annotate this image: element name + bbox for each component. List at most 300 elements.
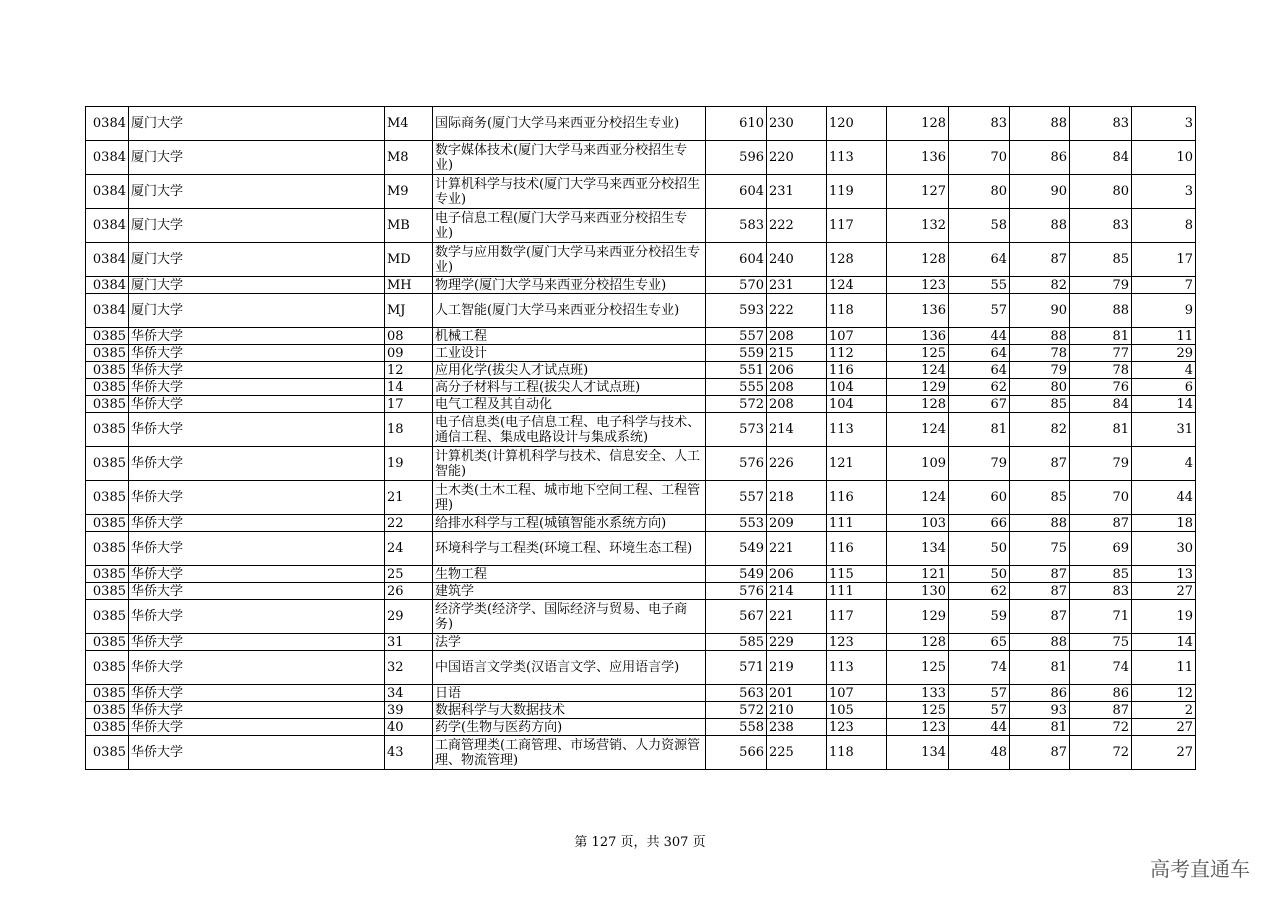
score-cell: 132 (887, 209, 949, 243)
score-cell: 58 (949, 209, 1010, 243)
score-cell: 79 (1070, 277, 1132, 294)
major-name-cell: 国际商务(厦门大学马来西亚分校招生专业) (433, 107, 706, 141)
score-cell: 121 (827, 447, 887, 481)
score-cell: 93 (1010, 702, 1070, 719)
score-cell: 113 (827, 651, 887, 685)
score-cell: 80 (949, 175, 1010, 209)
table-row (86, 736, 1196, 770)
table-row (86, 413, 1196, 447)
total-score-cell: 551 (706, 362, 767, 379)
rank-cell: 8 (1132, 209, 1196, 243)
total-score-cell: 604 (706, 243, 767, 277)
score-cell: 50 (949, 532, 1010, 566)
rank-cell: 27 (1132, 736, 1196, 770)
score-cell: 75 (1010, 532, 1070, 566)
score-cell: 67 (949, 396, 1010, 413)
total-score-cell: 572 (706, 396, 767, 413)
score-cell: 74 (1070, 651, 1132, 685)
score-cell: 81 (1070, 328, 1132, 345)
score-cell: 77 (1070, 345, 1132, 362)
total-score-cell: 555 (706, 379, 767, 396)
score-cell: 88 (1070, 294, 1132, 328)
score-cell: 231 (767, 277, 827, 294)
score-cell: 111 (827, 515, 887, 532)
score-cell: 81 (1010, 719, 1070, 736)
table-row (86, 294, 1196, 328)
major-name-cell: 机械工程 (433, 328, 706, 345)
score-cell: 81 (949, 413, 1010, 447)
rank-cell: 10 (1132, 141, 1196, 175)
rank-cell: 13 (1132, 566, 1196, 583)
score-cell: 82 (1010, 277, 1070, 294)
major-name-cell: 法学 (433, 634, 706, 651)
score-cell: 222 (767, 294, 827, 328)
total-score-cell: 557 (706, 328, 767, 345)
score-cell: 60 (949, 481, 1010, 515)
table-row (86, 702, 1196, 719)
score-cell: 87 (1010, 566, 1070, 583)
score-cell: 116 (827, 362, 887, 379)
score-cell: 83 (1070, 107, 1132, 141)
school-code-cell: 0385 (86, 583, 129, 600)
score-cell: 87 (1010, 583, 1070, 600)
rank-cell: 30 (1132, 532, 1196, 566)
score-cell: 64 (949, 362, 1010, 379)
score-cell: 104 (827, 379, 887, 396)
score-cell: 44 (949, 328, 1010, 345)
table-body (86, 107, 1196, 770)
score-cell: 124 (887, 362, 949, 379)
score-cell: 125 (887, 702, 949, 719)
major-code-cell: 12 (385, 362, 433, 379)
rank-cell: 14 (1132, 396, 1196, 413)
school-code-cell: 0385 (86, 328, 129, 345)
school-name-cell: 华侨大学 (129, 651, 385, 685)
score-cell: 85 (1070, 566, 1132, 583)
score-cell: 78 (1010, 345, 1070, 362)
score-cell: 87 (1010, 447, 1070, 481)
major-code-cell: MD (385, 243, 433, 277)
score-cell: 87 (1010, 736, 1070, 770)
score-cell: 79 (1070, 447, 1132, 481)
major-code-cell: 25 (385, 566, 433, 583)
major-name-cell: 计算机类(计算机科学与技术、信息安全、人工智能) (433, 447, 706, 481)
score-cell: 221 (767, 532, 827, 566)
score-cell: 238 (767, 719, 827, 736)
total-score-cell: 559 (706, 345, 767, 362)
major-code-cell: MH (385, 277, 433, 294)
rank-cell: 18 (1132, 515, 1196, 532)
score-cell: 208 (767, 379, 827, 396)
score-cell: 57 (949, 685, 1010, 702)
total-score-cell: 585 (706, 634, 767, 651)
school-name-cell: 厦门大学 (129, 107, 385, 141)
school-code-cell: 0385 (86, 447, 129, 481)
score-cell: 76 (1070, 379, 1132, 396)
rank-cell: 11 (1132, 328, 1196, 345)
school-name-cell: 厦门大学 (129, 294, 385, 328)
school-code-cell: 0385 (86, 396, 129, 413)
score-cell: 115 (827, 566, 887, 583)
table-row (86, 277, 1196, 294)
major-code-cell: 14 (385, 379, 433, 396)
rank-cell: 3 (1132, 175, 1196, 209)
rank-cell: 4 (1132, 447, 1196, 481)
school-name-cell: 华侨大学 (129, 379, 385, 396)
score-cell: 134 (887, 736, 949, 770)
rank-cell: 7 (1132, 277, 1196, 294)
total-score-cell: 549 (706, 532, 767, 566)
score-cell: 231 (767, 175, 827, 209)
rank-cell: 19 (1132, 600, 1196, 634)
score-cell: 69 (1070, 532, 1132, 566)
watermark-text: 高考直通车 (1150, 857, 1250, 881)
major-name-cell: 应用化学(拔尖人才试点班) (433, 362, 706, 379)
score-cell: 230 (767, 107, 827, 141)
major-code-cell: 21 (385, 481, 433, 515)
major-code-cell: 34 (385, 685, 433, 702)
score-cell: 124 (887, 481, 949, 515)
score-cell: 129 (887, 600, 949, 634)
school-code-cell: 0385 (86, 379, 129, 396)
table-row (86, 532, 1196, 566)
score-cell: 88 (1010, 634, 1070, 651)
table-row (86, 141, 1196, 175)
school-name-cell: 华侨大学 (129, 345, 385, 362)
rank-cell: 3 (1132, 107, 1196, 141)
table-row (86, 107, 1196, 141)
total-score-cell: 572 (706, 702, 767, 719)
major-name-cell: 经济学类(经济学、国际经济与贸易、电子商务) (433, 600, 706, 634)
score-cell: 72 (1070, 736, 1132, 770)
major-code-cell: M8 (385, 141, 433, 175)
score-cell: 70 (1070, 481, 1132, 515)
school-code-cell: 0385 (86, 532, 129, 566)
school-name-cell: 华侨大学 (129, 736, 385, 770)
major-code-cell: 08 (385, 328, 433, 345)
school-name-cell: 华侨大学 (129, 566, 385, 583)
score-cell: 55 (949, 277, 1010, 294)
major-name-cell: 中国语言文学类(汉语言文学、应用语言学) (433, 651, 706, 685)
school-code-cell: 0385 (86, 685, 129, 702)
school-name-cell: 厦门大学 (129, 243, 385, 277)
school-name-cell: 华侨大学 (129, 600, 385, 634)
score-cell: 81 (1070, 413, 1132, 447)
score-cell: 128 (887, 396, 949, 413)
score-cell: 88 (1010, 328, 1070, 345)
score-cell: 229 (767, 634, 827, 651)
score-cell: 121 (887, 566, 949, 583)
score-cell: 107 (827, 685, 887, 702)
total-score-cell: 566 (706, 736, 767, 770)
score-cell: 120 (827, 107, 887, 141)
score-cell: 125 (887, 651, 949, 685)
score-cell: 79 (1010, 362, 1070, 379)
major-code-cell: 24 (385, 532, 433, 566)
major-name-cell: 数据科学与大数据技术 (433, 702, 706, 719)
score-cell: 57 (949, 702, 1010, 719)
score-cell: 87 (1070, 515, 1132, 532)
school-name-cell: 华侨大学 (129, 396, 385, 413)
total-score-cell: 576 (706, 583, 767, 600)
score-cell: 86 (1070, 685, 1132, 702)
major-code-cell: 09 (385, 345, 433, 362)
score-cell: 113 (827, 413, 887, 447)
score-cell: 206 (767, 362, 827, 379)
school-code-cell: 0385 (86, 600, 129, 634)
total-score-cell: 553 (706, 515, 767, 532)
score-cell: 240 (767, 243, 827, 277)
score-cell: 75 (1070, 634, 1132, 651)
score-cell: 105 (827, 702, 887, 719)
table-row (86, 175, 1196, 209)
major-name-cell: 土木类(土木工程、城市地下空间工程、工程管理) (433, 481, 706, 515)
school-code-cell: 0385 (86, 362, 129, 379)
major-name-cell: 生物工程 (433, 566, 706, 583)
school-name-cell: 华侨大学 (129, 685, 385, 702)
major-name-cell: 电子信息工程(厦门大学马来西亚分校招生专业) (433, 209, 706, 243)
major-code-cell: M9 (385, 175, 433, 209)
table-row (86, 566, 1196, 583)
score-cell: 123 (827, 719, 887, 736)
major-code-cell: 43 (385, 736, 433, 770)
school-name-cell: 华侨大学 (129, 328, 385, 345)
total-score-cell: 583 (706, 209, 767, 243)
school-name-cell: 华侨大学 (129, 413, 385, 447)
score-cell: 208 (767, 396, 827, 413)
score-cell: 70 (949, 141, 1010, 175)
school-code-cell: 0384 (86, 107, 129, 141)
score-cell: 123 (827, 634, 887, 651)
major-name-cell: 计算机科学与技术(厦门大学马来西亚分校招生专业) (433, 175, 706, 209)
score-cell: 128 (887, 634, 949, 651)
score-cell: 90 (1010, 294, 1070, 328)
school-code-cell: 0384 (86, 209, 129, 243)
score-cell: 85 (1070, 243, 1132, 277)
score-cell: 107 (827, 328, 887, 345)
score-cell: 125 (887, 345, 949, 362)
school-name-cell: 厦门大学 (129, 141, 385, 175)
school-code-cell: 0385 (86, 515, 129, 532)
score-cell: 88 (1010, 515, 1070, 532)
major-code-cell: 18 (385, 413, 433, 447)
school-name-cell: 厦门大学 (129, 277, 385, 294)
score-cell: 124 (887, 413, 949, 447)
school-code-cell: 0385 (86, 719, 129, 736)
page-number: 第 127 页，共 307 页 (574, 835, 706, 850)
school-name-cell: 华侨大学 (129, 702, 385, 719)
score-cell: 123 (887, 719, 949, 736)
score-cell: 130 (887, 583, 949, 600)
table-row (86, 447, 1196, 481)
score-cell: 222 (767, 209, 827, 243)
rank-cell: 27 (1132, 719, 1196, 736)
score-cell: 116 (827, 532, 887, 566)
score-cell: 84 (1070, 141, 1132, 175)
major-name-cell: 电气工程及其自动化 (433, 396, 706, 413)
school-code-cell: 0385 (86, 651, 129, 685)
score-cell: 127 (887, 175, 949, 209)
major-code-cell: 31 (385, 634, 433, 651)
score-cell: 221 (767, 600, 827, 634)
score-cell: 84 (1070, 396, 1132, 413)
major-name-cell: 数学与应用数学(厦门大学马来西亚分校招生专业) (433, 243, 706, 277)
score-cell: 117 (827, 209, 887, 243)
major-code-cell: 29 (385, 600, 433, 634)
score-cell: 225 (767, 736, 827, 770)
table-row (86, 600, 1196, 634)
score-cell: 59 (949, 600, 1010, 634)
score-cell: 62 (949, 583, 1010, 600)
total-score-cell: 593 (706, 294, 767, 328)
total-score-cell: 567 (706, 600, 767, 634)
score-cell: 65 (949, 634, 1010, 651)
score-cell: 136 (887, 328, 949, 345)
major-code-cell: 39 (385, 702, 433, 719)
total-score-cell: 549 (706, 566, 767, 583)
table-row (86, 379, 1196, 396)
score-cell: 64 (949, 345, 1010, 362)
score-cell: 111 (827, 583, 887, 600)
score-cell: 133 (887, 685, 949, 702)
school-name-cell: 华侨大学 (129, 447, 385, 481)
total-score-cell: 558 (706, 719, 767, 736)
score-cell: 129 (887, 379, 949, 396)
score-cell: 88 (1010, 209, 1070, 243)
score-cell: 201 (767, 685, 827, 702)
total-score-cell: 596 (706, 141, 767, 175)
major-name-cell: 工业设计 (433, 345, 706, 362)
score-cell: 86 (1010, 685, 1070, 702)
table-row (86, 719, 1196, 736)
score-cell: 123 (887, 277, 949, 294)
score-cell: 214 (767, 583, 827, 600)
score-cell: 220 (767, 141, 827, 175)
score-cell: 124 (827, 277, 887, 294)
major-code-cell: 26 (385, 583, 433, 600)
table-row (86, 634, 1196, 651)
score-cell: 219 (767, 651, 827, 685)
school-name-cell: 华侨大学 (129, 362, 385, 379)
rank-cell: 12 (1132, 685, 1196, 702)
rank-cell: 4 (1132, 362, 1196, 379)
score-cell: 113 (827, 141, 887, 175)
score-cell: 57 (949, 294, 1010, 328)
score-cell: 214 (767, 413, 827, 447)
major-code-cell: MJ (385, 294, 433, 328)
total-score-cell: 563 (706, 685, 767, 702)
major-name-cell: 日语 (433, 685, 706, 702)
major-code-cell: 19 (385, 447, 433, 481)
school-code-cell: 0385 (86, 413, 129, 447)
rank-cell: 27 (1132, 583, 1196, 600)
major-code-cell: 32 (385, 651, 433, 685)
school-code-cell: 0385 (86, 702, 129, 719)
major-name-cell: 环境科学与工程类(环境工程、环境生态工程) (433, 532, 706, 566)
table-row (86, 583, 1196, 600)
total-score-cell: 570 (706, 277, 767, 294)
score-cell: 78 (1070, 362, 1132, 379)
total-score-cell: 573 (706, 413, 767, 447)
table-row (86, 685, 1196, 702)
rank-cell: 14 (1132, 634, 1196, 651)
school-code-cell: 0384 (86, 175, 129, 209)
score-cell: 48 (949, 736, 1010, 770)
table-row (86, 651, 1196, 685)
score-cell: 87 (1070, 702, 1132, 719)
table-row (86, 209, 1196, 243)
major-code-cell: 17 (385, 396, 433, 413)
score-cell: 85 (1010, 481, 1070, 515)
major-name-cell: 工商管理类(工商管理、市场营销、人力资源管理、物流管理) (433, 736, 706, 770)
rank-cell: 9 (1132, 294, 1196, 328)
major-name-cell: 数字媒体技术(厦门大学马来西亚分校招生专业) (433, 141, 706, 175)
total-score-cell: 557 (706, 481, 767, 515)
score-cell: 116 (827, 481, 887, 515)
score-cell: 62 (949, 379, 1010, 396)
school-code-cell: 0384 (86, 294, 129, 328)
school-name-cell: 华侨大学 (129, 583, 385, 600)
score-cell: 81 (1010, 651, 1070, 685)
rank-cell: 29 (1132, 345, 1196, 362)
score-cell: 215 (767, 345, 827, 362)
score-cell: 226 (767, 447, 827, 481)
score-cell: 90 (1010, 175, 1070, 209)
score-cell: 50 (949, 566, 1010, 583)
major-name-cell: 给排水科学与工程(城镇智能水系统方向) (433, 515, 706, 532)
admission-score-table (85, 106, 1196, 770)
score-cell: 87 (1010, 243, 1070, 277)
score-cell: 86 (1010, 141, 1070, 175)
score-cell: 128 (887, 243, 949, 277)
total-score-cell: 610 (706, 107, 767, 141)
rank-cell: 31 (1132, 413, 1196, 447)
school-code-cell: 0385 (86, 566, 129, 583)
table-row (86, 243, 1196, 277)
rank-cell: 11 (1132, 651, 1196, 685)
school-code-cell: 0385 (86, 634, 129, 651)
table-row (86, 396, 1196, 413)
total-score-cell: 571 (706, 651, 767, 685)
score-cell: 64 (949, 243, 1010, 277)
table-row (86, 515, 1196, 532)
score-cell: 128 (827, 243, 887, 277)
school-code-cell: 0385 (86, 736, 129, 770)
school-name-cell: 厦门大学 (129, 209, 385, 243)
score-cell: 112 (827, 345, 887, 362)
major-code-cell: MB (385, 209, 433, 243)
total-score-cell: 576 (706, 447, 767, 481)
score-cell: 209 (767, 515, 827, 532)
score-cell: 44 (949, 719, 1010, 736)
rank-cell: 6 (1132, 379, 1196, 396)
major-name-cell: 高分子材料与工程(拔尖人才试点班) (433, 379, 706, 396)
score-cell: 208 (767, 328, 827, 345)
table-row (86, 481, 1196, 515)
school-name-cell: 华侨大学 (129, 515, 385, 532)
rank-cell: 17 (1132, 243, 1196, 277)
major-name-cell: 物理学(厦门大学马来西亚分校招生专业) (433, 277, 706, 294)
score-cell: 83 (1070, 583, 1132, 600)
score-cell: 117 (827, 600, 887, 634)
major-code-cell: 40 (385, 719, 433, 736)
school-name-cell: 华侨大学 (129, 719, 385, 736)
school-name-cell: 厦门大学 (129, 175, 385, 209)
score-cell: 128 (887, 107, 949, 141)
school-code-cell: 0384 (86, 243, 129, 277)
score-cell: 109 (887, 447, 949, 481)
score-cell: 80 (1070, 175, 1132, 209)
